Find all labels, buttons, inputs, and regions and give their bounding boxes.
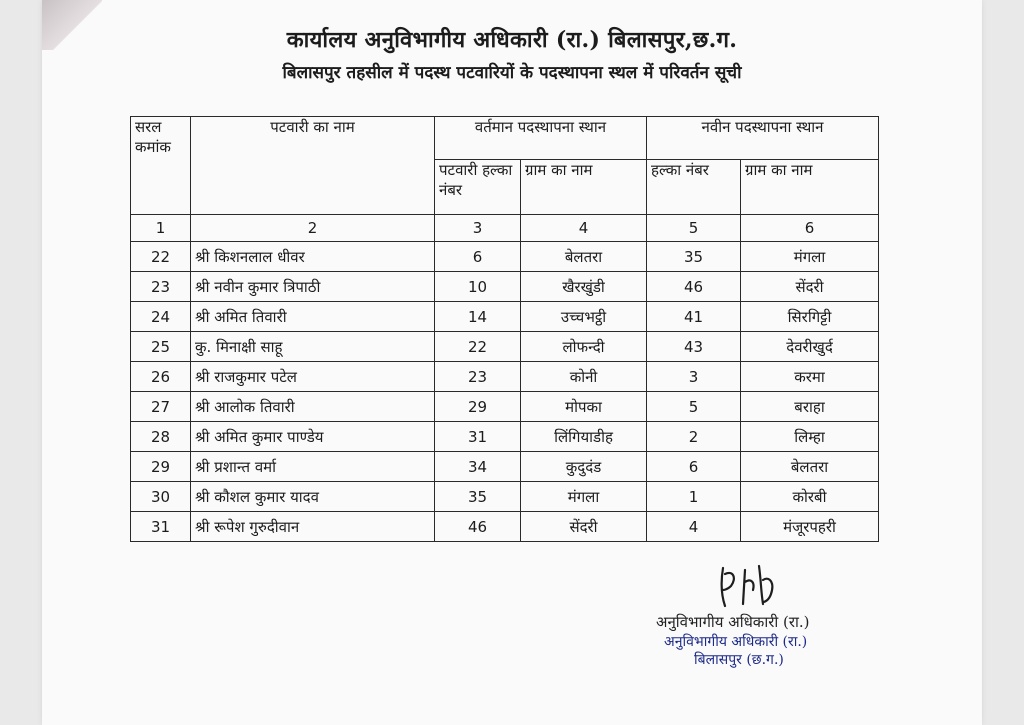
new-halka: 2 [647,422,741,452]
current-village: लोफन्दी [521,332,647,362]
handwritten-signature [715,560,785,619]
serial-number: 29 [131,452,191,482]
table-row [131,272,879,302]
header-new-halka: हल्का नंबर [647,160,741,215]
header-name: पटवारी का नाम [191,117,435,215]
new-village: बराहा [741,392,879,422]
new-halka: 43 [647,332,741,362]
office-title: कार्यालय अनुविभागीय अधिकारी (रा.) बिलासपुर,छ.ग. [286,27,738,53]
transfer-table [130,116,879,542]
header-current-halka: पटवारी हल्का नंबर [435,160,521,215]
patwari-name: श्री प्रशान्त वर्मा [191,452,435,482]
current-village: कुदुदंड [521,452,647,482]
current-village: सेंदरी [521,512,647,542]
current-halka: 46 [435,512,521,542]
column-number: 5 [647,215,741,242]
patwari-name: श्री अमित तिवारी [191,302,435,332]
new-village: करमा [741,362,879,392]
serial-number: 25 [131,332,191,362]
table-row [131,302,879,332]
serial-number: 30 [131,482,191,512]
serial-number: 23 [131,272,191,302]
table-row [131,512,879,542]
current-halka: 22 [435,332,521,362]
new-village: बेलतरा [741,452,879,482]
current-halka: 31 [435,422,521,452]
patwari-name: श्री आलोक तिवारी [191,392,435,422]
header-new-village: ग्राम का नाम [741,160,879,215]
new-halka: 1 [647,482,741,512]
current-halka: 10 [435,272,521,302]
patwari-name: श्री कौशल कुमार यादव [191,482,435,512]
current-village: उच्चभट्ठी [521,302,647,332]
new-village: कोरबी [741,482,879,512]
serial-number: 31 [131,512,191,542]
serial-number: 22 [131,242,191,272]
patwari-name: श्री रूपेश गुरुदीवान [191,512,435,542]
current-village: मोपका [521,392,647,422]
new-village: सिरगिट्टी [741,302,879,332]
new-halka: 3 [647,362,741,392]
current-halka: 29 [435,392,521,422]
header-current-village: ग्राम का नाम [521,160,647,215]
table-row [131,422,879,452]
current-halka: 23 [435,362,521,392]
current-village: बेलतरा [521,242,647,272]
new-village: मंजूरपहरी [741,512,879,542]
official-stamp-location: बिलासपुर (छ.ग.) [694,652,784,668]
patwari-name: श्री किशनलाल धीवर [191,242,435,272]
patwari-name: श्री अमित कुमार पाण्डेय [191,422,435,452]
column-number: 4 [521,215,647,242]
column-number: 1 [131,215,191,242]
serial-number: 24 [131,302,191,332]
column-number: 6 [741,215,879,242]
new-halka: 35 [647,242,741,272]
new-village: लिम्हा [741,422,879,452]
current-village: खैरखुंडी [521,272,647,302]
current-village: लिंगियाडीह [521,422,647,452]
serial-number: 27 [131,392,191,422]
current-halka: 6 [435,242,521,272]
new-halka: 41 [647,302,741,332]
current-village: कोनी [521,362,647,392]
serial-number: 28 [131,422,191,452]
column-number: 2 [191,215,435,242]
patwari-name: श्री राजकुमार पटेल [191,362,435,392]
table-row [131,332,879,362]
new-village: देवरीखुर्द [741,332,879,362]
current-halka: 35 [435,482,521,512]
current-village: मंगला [521,482,647,512]
new-village: सेंदरी [741,272,879,302]
header-new-posting: नवीन पदस्थापना स्थान [647,117,879,160]
column-number: 3 [435,215,521,242]
new-halka: 6 [647,452,741,482]
header-serial: सरल कमांक [131,117,191,215]
header-current-posting: वर्तमान पदस्थापना स्थान [435,117,647,160]
table-row [131,392,879,422]
new-halka: 5 [647,392,741,422]
current-halka: 34 [435,452,521,482]
patwari-name: श्री नवीन कुमार त्रिपाठी [191,272,435,302]
table-row [131,452,879,482]
table-row [131,362,879,392]
new-halka: 46 [647,272,741,302]
table-row [131,482,879,512]
list-subject: बिलासपुर तहसील में पदस्थ पटवारियों के पदस्थापना स्थल में परिवर्तन सूची [282,63,742,83]
patwari-name: कु. मिनाक्षी साहू [191,332,435,362]
official-stamp-line: अनुविभागीय अधिकारी (रा.) [664,634,808,650]
officer-designation: अनुविभागीय अधिकारी (रा.) [656,613,810,631]
serial-number: 26 [131,362,191,392]
current-halka: 14 [435,302,521,332]
new-village: मंगला [741,242,879,272]
new-halka: 4 [647,512,741,542]
table-row [131,242,879,272]
